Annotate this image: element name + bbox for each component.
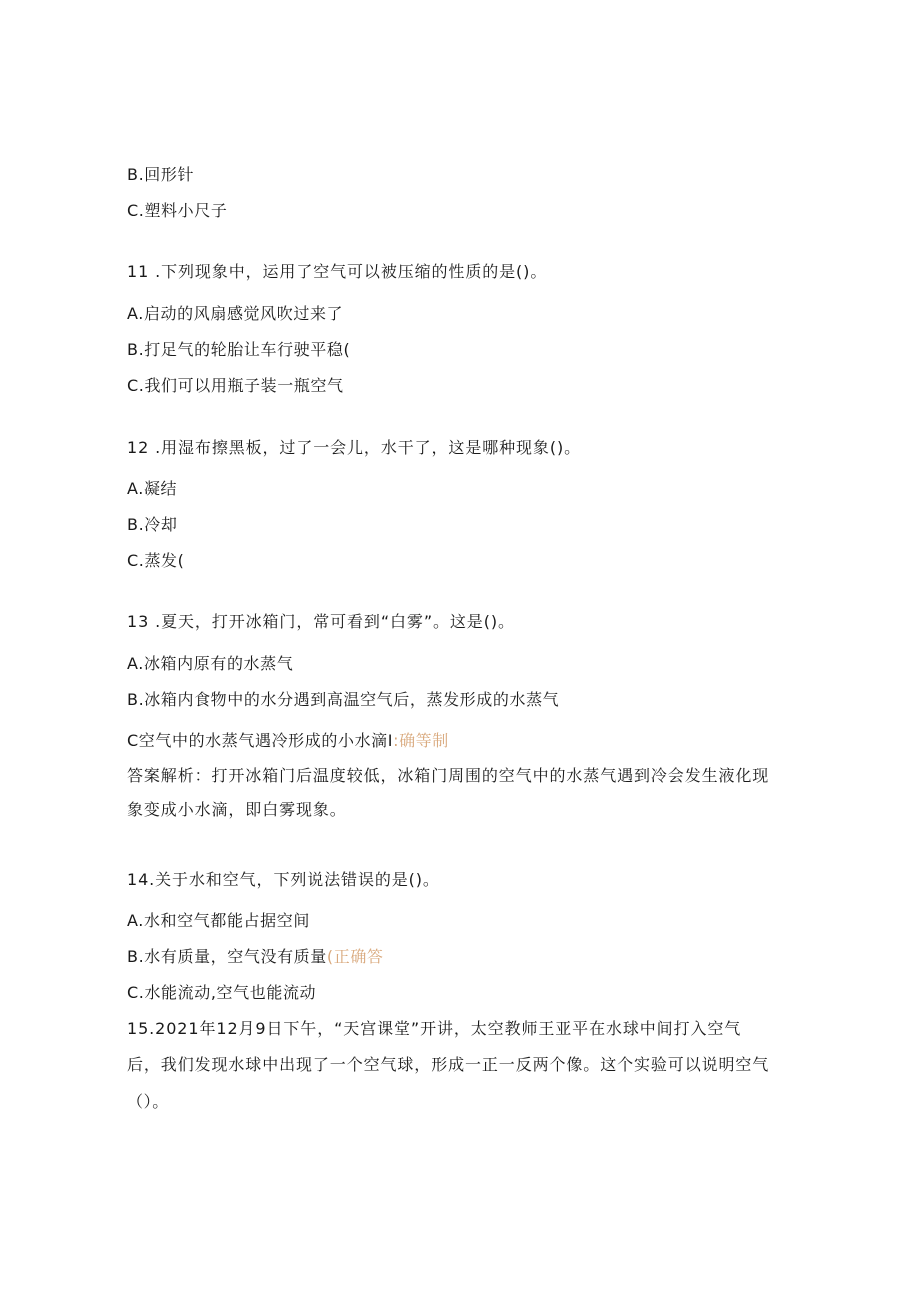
q11-stem: 11 .下列现象中，运用了空气可以被压缩的性质的是()。 [127,262,548,281]
q11-option-c: C.我们可以用瓶子装一瓶空气 [127,376,344,395]
watermark-text: (正确答 [326,947,384,966]
q15-stem-line-3: （）。 [127,1092,169,1111]
q13-option-a: A.冰箱内原有的水蒸气 [127,654,294,673]
q12-option-a: A.凝结 [127,479,178,498]
watermark-text: :确等制 [393,731,449,750]
q12-option-c: C.蒸发( [127,551,185,570]
q15-stem-line-2: 后，我们发现水球中出现了一个空气球，形成一正一反两个像。这个实验可以说明空气 [127,1055,770,1074]
q13-explanation-line-2: 象变成小水滴，即白雾现象。 [127,800,347,819]
q13-stem: 13 .夏天，打开冰箱门，常可看到“白雾”。这是()。 [127,612,515,631]
q13-option-c [127,731,449,751]
q13-explanation-line-1: 答案解析：打开冰箱门后温度较低，冰箱门周围的空气中的水蒸气遇到冷会发生液化现 [127,766,770,785]
q11-option-b: B.打足气的轮胎让车行驶平稳( [127,340,351,359]
q10-option-b: B.回形针 [127,165,195,184]
q12-option-b: B.冷却 [127,515,178,534]
q14-option-b-text: B.水有质量，空气没有质量 [127,947,327,966]
q14-option-a: A.水和空气都能占据空间 [127,911,310,930]
q13-option-c-text: C空气中的水蒸气遇冷形成的小水滴I [127,731,394,750]
q10-option-c: C.塑料小尺子 [127,201,228,220]
q15-stem-line-1: 15.2021年12月9日下午，“天宫课堂”开讲，太空教师王亚平在水球中间打入空气 [127,1019,742,1038]
q14-stem: 14.关于水和空气，下列说法错误的是()。 [127,870,440,889]
q11-option-a: A.启动的风扇感觉风吹过来了 [127,304,344,323]
q12-stem: 12 .用湿布擦黑板，过了一会儿，水干了，这是哪种现象()。 [127,438,582,457]
q14-option-c: C.水能流动,空气也能流动 [127,983,317,1002]
q14-option-b [127,947,384,967]
q13-option-b: B.冰箱内食物中的水分遇到高温空气后，蒸发形成的水蒸气 [127,690,560,709]
